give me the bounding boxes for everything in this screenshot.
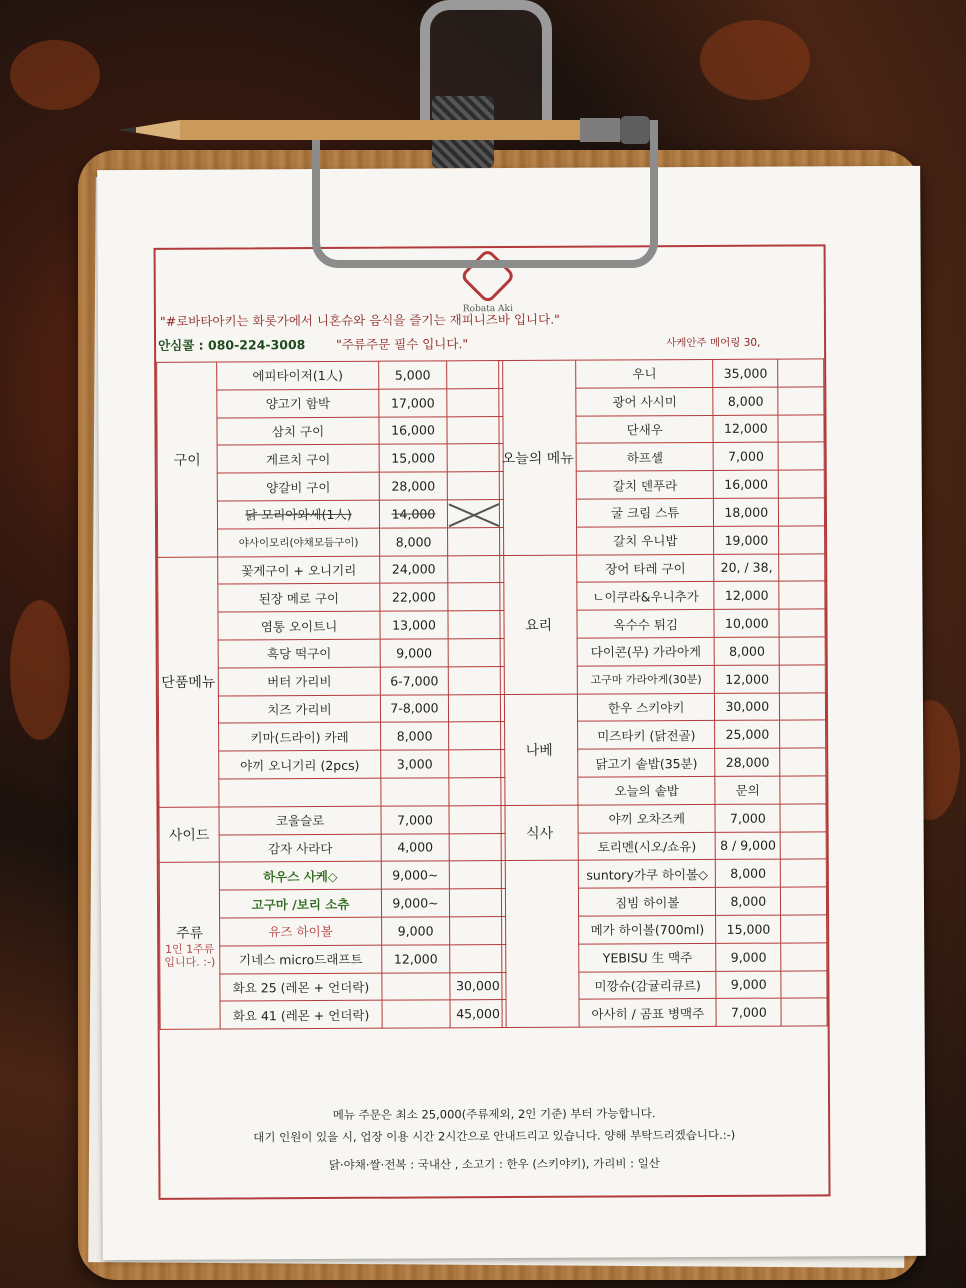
menu-item-extra xyxy=(778,359,824,387)
brand-name: Robata Aki xyxy=(462,303,513,315)
menu-item-price: 4,000 xyxy=(381,833,449,861)
menu-item-price xyxy=(382,1000,450,1028)
menu-item-name: 옥수수 튀김 xyxy=(577,610,714,639)
category-label xyxy=(501,805,578,861)
menu-item-extra xyxy=(781,970,827,998)
menu-item-extra xyxy=(778,470,824,498)
menu-item-price xyxy=(382,972,450,1000)
menu-item-name: 고구마 /보리 소츄 xyxy=(219,889,381,918)
table-row xyxy=(500,692,825,721)
menu-item-price xyxy=(381,778,449,806)
menu-item-name: 갈치 덴푸라 xyxy=(576,471,713,500)
menu-item-extra xyxy=(449,889,505,917)
menu-item-name: 짐빔 하이볼 xyxy=(578,888,715,917)
menu-item-name: 갈치 우니밥 xyxy=(577,526,714,555)
menu-item-name: 야끼 오차즈케 xyxy=(578,804,715,833)
menu-item-price: 30,000 xyxy=(715,693,780,721)
left-menu-table xyxy=(156,360,506,1030)
pencil-icon xyxy=(120,112,650,148)
menu-item-extra xyxy=(780,692,826,720)
table-row xyxy=(159,861,505,891)
menu-item-extra xyxy=(449,805,505,833)
menu-item-name: 버터 가리비 xyxy=(218,667,380,696)
menu-item-extra xyxy=(447,388,503,416)
phone-number: 안심콜 : 080-224-3008 xyxy=(158,337,306,353)
menu-item-price: 9,000 xyxy=(380,639,448,667)
menu-sheet xyxy=(154,244,831,1200)
menu-footer xyxy=(160,1104,828,1179)
menu-item-price: 16,000 xyxy=(379,416,447,444)
category-label xyxy=(500,555,578,694)
counter-texture xyxy=(700,20,810,100)
menu-item-price: 28,000 xyxy=(715,748,780,776)
menu-item-name: 다이콘(무) 가라아게 xyxy=(577,637,714,666)
category-label xyxy=(159,862,220,1029)
menu-item-extra xyxy=(448,666,504,694)
menu-item-name: 단새우 xyxy=(576,415,713,444)
menu-item-name: 우니 xyxy=(576,359,713,388)
menu-item-extra xyxy=(778,442,824,470)
menu-item-extra xyxy=(449,750,505,778)
menu-item-price: 8,000 xyxy=(716,887,781,915)
table-row xyxy=(158,555,504,585)
menu-item-price: 15,000 xyxy=(716,915,781,943)
category-name: 나베 xyxy=(525,742,553,759)
menu-item-name: YEBISU 生 맥주 xyxy=(579,943,716,972)
menu-item-name: 꽃게구이 + 오니기리 xyxy=(218,556,380,585)
menu-item-extra xyxy=(447,361,503,389)
menu-item-name: 된장 메로 구이 xyxy=(218,584,380,613)
menu-item-price: 7-8,000 xyxy=(380,694,448,722)
menu-item-extra xyxy=(448,611,504,639)
table-row xyxy=(501,804,826,833)
menu-item-extra xyxy=(447,472,503,500)
menu-item-name: 오늘의 솥밥 xyxy=(578,776,715,805)
menu-item-price: 6-7,000 xyxy=(380,667,448,695)
crossed-out-mark xyxy=(447,502,501,528)
menu-item-price: 8,000 xyxy=(380,528,448,556)
menu-item-price: 7,000 xyxy=(716,998,781,1026)
menu-item-name: 코울슬로 xyxy=(219,806,381,835)
menu-item-extra xyxy=(447,416,503,444)
menu-item-name: 미깡슈(감귤리큐르) xyxy=(579,971,716,1000)
menu-item-extra xyxy=(780,720,826,748)
menu-item-price: 7,000 xyxy=(713,442,778,470)
menu-item-price: 18,000 xyxy=(714,498,779,526)
menu-item-extra xyxy=(450,916,506,944)
menu-item-extra xyxy=(781,943,827,971)
menu-item-extra xyxy=(448,639,504,667)
menu-item-name: suntory가쿠 하이볼◇ xyxy=(578,860,715,889)
category-label xyxy=(158,557,219,807)
category-name: 오늘의 메뉴 xyxy=(501,450,574,467)
menu-item-name: 미즈타키 (닭전골) xyxy=(578,721,715,750)
drink-notice: "주류주문 필수 입니다." xyxy=(336,336,469,352)
category-name: 사이드 xyxy=(168,827,210,844)
menu-item-name: 감자 사라다 xyxy=(219,834,381,863)
menu-item-name: 굴 크림 스튜 xyxy=(576,498,713,527)
menu-item-price: 5,000 xyxy=(379,361,447,389)
menu-item-extra xyxy=(447,444,503,472)
counter-texture xyxy=(10,600,70,740)
category-label xyxy=(159,807,219,863)
menu-item-price: 12,000 xyxy=(382,945,450,973)
category-name: 주류 xyxy=(176,925,204,942)
menu-item-extra xyxy=(778,414,824,442)
menu-item-name: ㄴ이쿠라&우니추가 xyxy=(577,582,714,611)
menu-item-extra xyxy=(449,777,505,805)
menu-item-name: 장어 타레 구이 xyxy=(577,554,714,583)
menu-item-name: 하우스 사케◇ xyxy=(219,862,381,891)
menu-item-extra xyxy=(779,581,825,609)
menu-item-name: 키마(드라이) 카레 xyxy=(219,723,381,752)
menu-item-name: 아사히 / 곰표 병맥주 xyxy=(579,999,716,1028)
menu-item-price: 3,000 xyxy=(381,750,449,778)
menu-item-extra xyxy=(781,915,827,943)
category-label xyxy=(499,360,577,555)
menu-item-price: 9,000~ xyxy=(381,889,449,917)
menu-item-price: 9,000 xyxy=(382,917,450,945)
minimum-order-note: 메뉴 주문은 최소 25,000(주류제외, 2인 기준) 부터 가능합니다. xyxy=(332,1106,656,1122)
right-menu-table xyxy=(498,358,827,1028)
category-name: 단품메뉴 xyxy=(161,674,216,691)
table-row xyxy=(500,553,825,582)
menu-item-name: 게르치 구이 xyxy=(217,445,379,474)
menu-item-name: 양고기 함박 xyxy=(217,389,379,418)
menu-item-name: 양갈비 구이 xyxy=(217,472,379,501)
menu-item-extra xyxy=(448,527,504,555)
menu-item-extra xyxy=(448,555,504,583)
category-name: 구이 xyxy=(173,452,201,469)
category-label xyxy=(500,694,578,806)
menu-item-price: 문의 xyxy=(715,776,780,804)
menu-item-name: 야끼 오니기리 (2pcs) xyxy=(219,750,381,779)
menu-item-name: 흑당 떡구이 xyxy=(218,639,380,668)
time-limit-note: 대기 인원이 있을 시, 업장 이용 시간 2시간으로 안내드리고 있습니다. 양해 부탁드리겠습니다.:-) xyxy=(253,1127,736,1145)
menu-item-name: 메가 하이볼(700ml) xyxy=(579,915,716,944)
category-label xyxy=(501,860,579,1027)
menu-item-name: 에피타이저(1人) xyxy=(217,361,379,390)
menu-item-extra: 30,000 xyxy=(450,972,506,1000)
menu-item-extra xyxy=(450,944,506,972)
menu-item-name: 하프셸 xyxy=(576,443,713,472)
menu-item-price: 13,000 xyxy=(380,611,448,639)
menu-item-price: 22,000 xyxy=(380,583,448,611)
menu-item-extra xyxy=(448,694,504,722)
menu-item-extra xyxy=(780,831,826,859)
menu-item-name: 광어 사시미 xyxy=(576,387,713,416)
menu-item-extra xyxy=(779,498,825,526)
menu-item-extra: 45,000 xyxy=(450,1000,506,1028)
menu-item-extra xyxy=(780,748,826,776)
category-label xyxy=(157,362,218,557)
menu-item-price: 20, / 38, xyxy=(714,554,779,582)
menu-item-name: 닭고기 솥밥(35분) xyxy=(578,749,715,778)
menu-item-name xyxy=(219,778,381,807)
menu-item-name: 유즈 하이볼 xyxy=(220,917,382,946)
menu-item-extra xyxy=(781,998,827,1026)
menu-item-price: 28,000 xyxy=(379,472,447,500)
menu-item-extra xyxy=(780,665,826,693)
menu-item-name: 화요 41 (레몬 + 언더락) xyxy=(220,1001,382,1030)
menu-paper xyxy=(97,166,926,1260)
category-name: 요리 xyxy=(525,617,553,634)
menu-item-extra xyxy=(779,553,825,581)
menu-item-price: 19,000 xyxy=(714,526,779,554)
menu-item-price: 9,000 xyxy=(716,971,781,999)
menu-item-extra xyxy=(449,833,505,861)
menu-item-price: 7,000 xyxy=(381,806,449,834)
menu-item-price: 12,000 xyxy=(713,415,778,443)
menu-item-name: 고구마 가라아게(30분) xyxy=(577,665,714,694)
menu-item-price: 12,000 xyxy=(715,665,780,693)
menu-item-extra xyxy=(781,887,827,915)
menu-item-extra xyxy=(448,583,504,611)
menu-item-price: 8 / 9,000 xyxy=(716,832,781,860)
menu-item-extra xyxy=(779,609,825,637)
menu-item-name: 치즈 가리비 xyxy=(218,695,380,724)
menu-item-price: 25,000 xyxy=(715,720,780,748)
menu-item-extra xyxy=(779,637,825,665)
menu-item-price: 16,000 xyxy=(714,470,779,498)
menu-item-extra xyxy=(449,861,505,889)
pairing-note: 사케안주 메어링 30, xyxy=(666,336,761,350)
origin-note: 닭·야채·쌀·전복 : 국내산 , 소고기 : 한우 (스키야키), 가리비 : 일산 xyxy=(328,1156,660,1172)
menu-item-price: 12,000 xyxy=(714,581,779,609)
menu-item-name: 기네스 micro드래프트 xyxy=(220,945,382,974)
menu-item-name: 염통 오이트니 xyxy=(218,611,380,640)
menu-item-extra xyxy=(780,776,826,804)
menu-item-price: 8,000 xyxy=(715,637,780,665)
menu-item-extra xyxy=(779,526,825,554)
table-row xyxy=(501,859,826,888)
menu-item-price: 8,000 xyxy=(713,387,778,415)
menu-item-extra xyxy=(780,804,826,832)
category-subnote: 1인 1주류 입니다. :-) xyxy=(164,942,216,970)
menu-item-price: 9,000 xyxy=(716,943,781,971)
menu-item-price: 7,000 xyxy=(715,804,780,832)
menu-item-name: 닭 모리아와세(1人) xyxy=(217,500,379,529)
menu-item-name: 토리멘(시오/쇼유) xyxy=(578,832,715,861)
menu-item-extra xyxy=(778,387,824,415)
menu-item-price: 17,000 xyxy=(379,389,447,417)
menu-item-price: 24,000 xyxy=(380,555,448,583)
brand-intro: "#로바타아키는 화롯가에서 니혼슈와 음식을 즐기는 재피니즈바 입니다." xyxy=(159,311,560,329)
counter-texture xyxy=(10,40,100,110)
category-name: 식사 xyxy=(526,825,554,842)
menu-item-price: 9,000~ xyxy=(381,861,449,889)
menu-item-extra xyxy=(781,859,827,887)
table-row xyxy=(159,805,505,835)
menu-item-price: 10,000 xyxy=(714,609,779,637)
menu-item-name: 화요 25 (레몬 + 언더락) xyxy=(220,973,382,1002)
menu-item-extra xyxy=(449,722,505,750)
menu-item-price: 8,000 xyxy=(381,722,449,750)
menu-item-price: 15,000 xyxy=(379,444,447,472)
menu-item-price: 14,000 xyxy=(379,500,447,528)
menu-item-name: 삼치 구이 xyxy=(217,417,379,446)
menu-item-name: 한우 스키야키 xyxy=(577,693,714,722)
menu-item-price: 35,000 xyxy=(713,359,778,387)
table-row xyxy=(499,359,824,388)
menu-item-price: 8,000 xyxy=(716,859,781,887)
menu-item-name: 야사이모리(야채모듬구이) xyxy=(218,528,380,557)
table-row xyxy=(157,361,503,391)
